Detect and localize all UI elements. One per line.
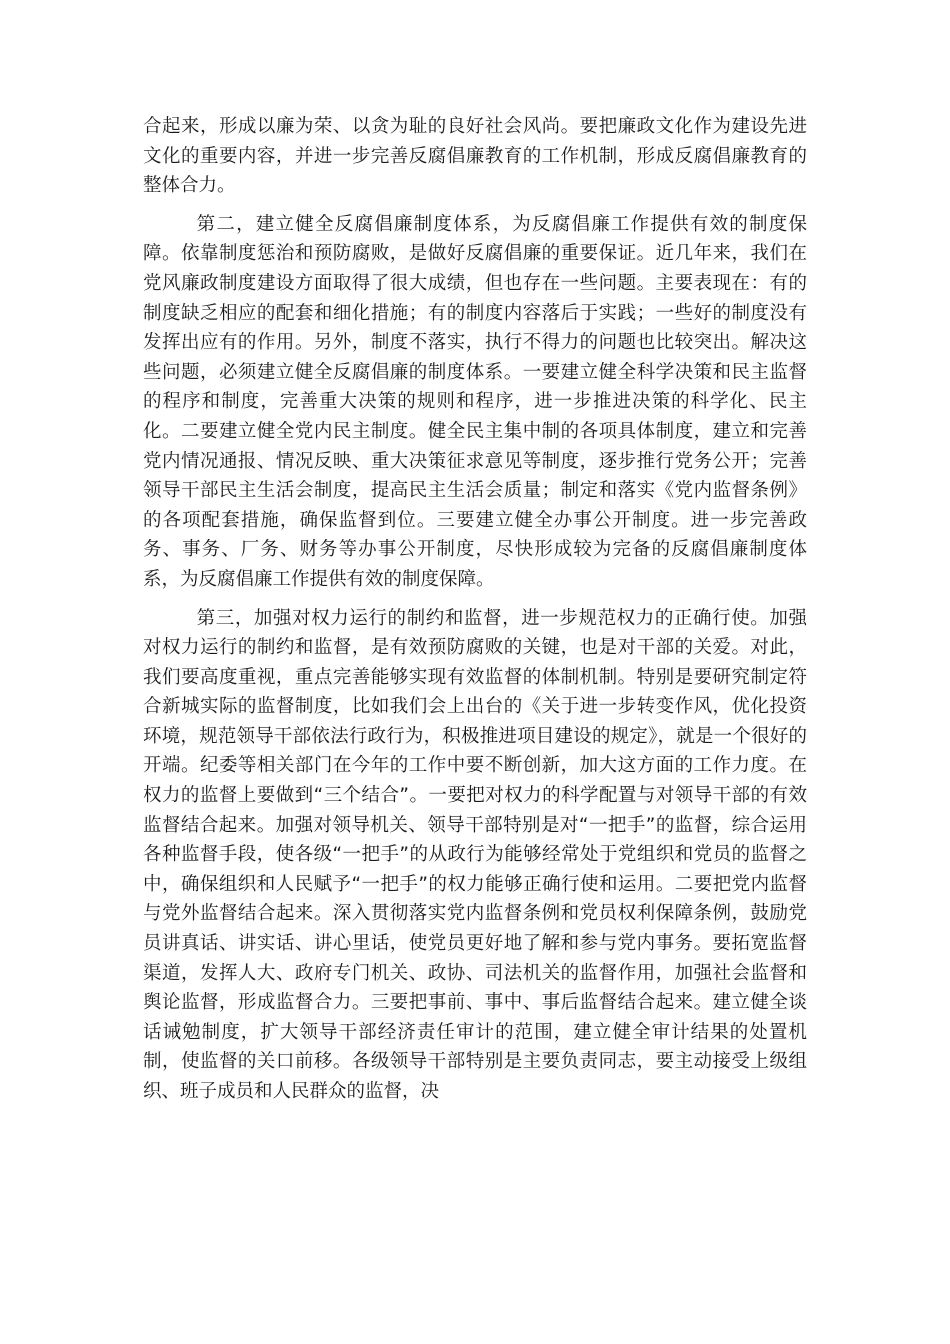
paragraph-second-point: 第二，建立健全反腐倡廉制度体系，为反腐倡廉工作提供有效的制度保障。依靠制度惩治和预防腐败，是做好反腐倡廉的重要保证。近几年来，我们在党风廉政制度建设方面取得了很大成绩，但也存在一些问题。主要表现在：有的制度缺乏相应的配套和细化措施；有的制度内容落后于实践；一些好的制度没有发挥出应有的作用。另外，制度不落实，执行不得力的问题也比较突出。解决这些问题，必须建立健全反腐倡廉的制度体系。一要建立健全科学决策和民主监督的程序和制度，完善重大决策的规则和程序，进一步推进决策的科学化、民主化。二要建立健全党内民主制度。健全民主集中制的各项具体制度，建立和完善党内情况通报、情况反映、重大决策征求意见等制度，逐步推行党务公开；完善领导干部民主生活会制度，提高民主生活会质量；制定和落实《党内监督条例》的各项配套措施，确保监督到位。三要建立健全办事公开制度。进一步完善政务、事务、厂务、财务等办事公开制度，尽快形成较为完备的反腐倡廉制度体系，为反腐倡廉工作提供有效的制度保障。	[143, 213, 807, 590]
paragraph-third-point: 第三，加强对权力运行的制约和监督，进一步规范权力的正确行使。加强对权力运行的制约和监督，是有效预防腐败的关键，也是对干部的关爱。对此，我们要高度重视，重点完善能够实现有效监督的体制机制。特别是要研究制定符合新城实际的监督制度，比如我们会上出台的《关于进一步转变作风，优化投资环境，规范领导干部依法行政行为，积极推进项目建设的规定》，就是一个很好的开端。纪委等相关部门在今年的工作中要不断创新，加大这方面的工作力度。在权力的监督上要做到“三个结合”。一要把对权力的科学配置与对领导干部的有效监督结合起来。加强对领导机关、领导干部特别是对“一把手”的监督，综合运用各种监督手段，使各级“一把手”的从政行为能够经常处于党组织和党员的监督之中，确保组织和人民赋予“一把手”的权力能够正确行使和运用。二要把党内监督与党外监督结合起来。深入贯彻落实党内监督条例和党员权利保障条例，鼓励党员讲真话、讲实话、讲心里话，使党员更好地了解和参与党内事务。要拓宽监督渠道，发挥人大、政府专门机关、政协、司法机关的监督作用，加强社会监督和舆论监督，形成监督合力。三要把事前、事中、事后监督结合起来。建立健全谈话诫勉制度，扩大领导干部经济责任审计的范围，建立健全审计结果的处置机制，使监督的关口前移。各级领导干部特别是主要负责同志，要主动接受上级组织、班子成员和人民群众的监督，决	[143, 607, 807, 1102]
document-page	[143, 112, 807, 1107]
paragraph-continuation: 合起来，形成以廉为荣、以贪为耻的良好社会风尚。要把廉政文化作为建设先进文化的重要内容，并进一步完善反腐倡廉教育的工作机制，形成反腐倡廉教育的整体合力。	[143, 116, 807, 197]
